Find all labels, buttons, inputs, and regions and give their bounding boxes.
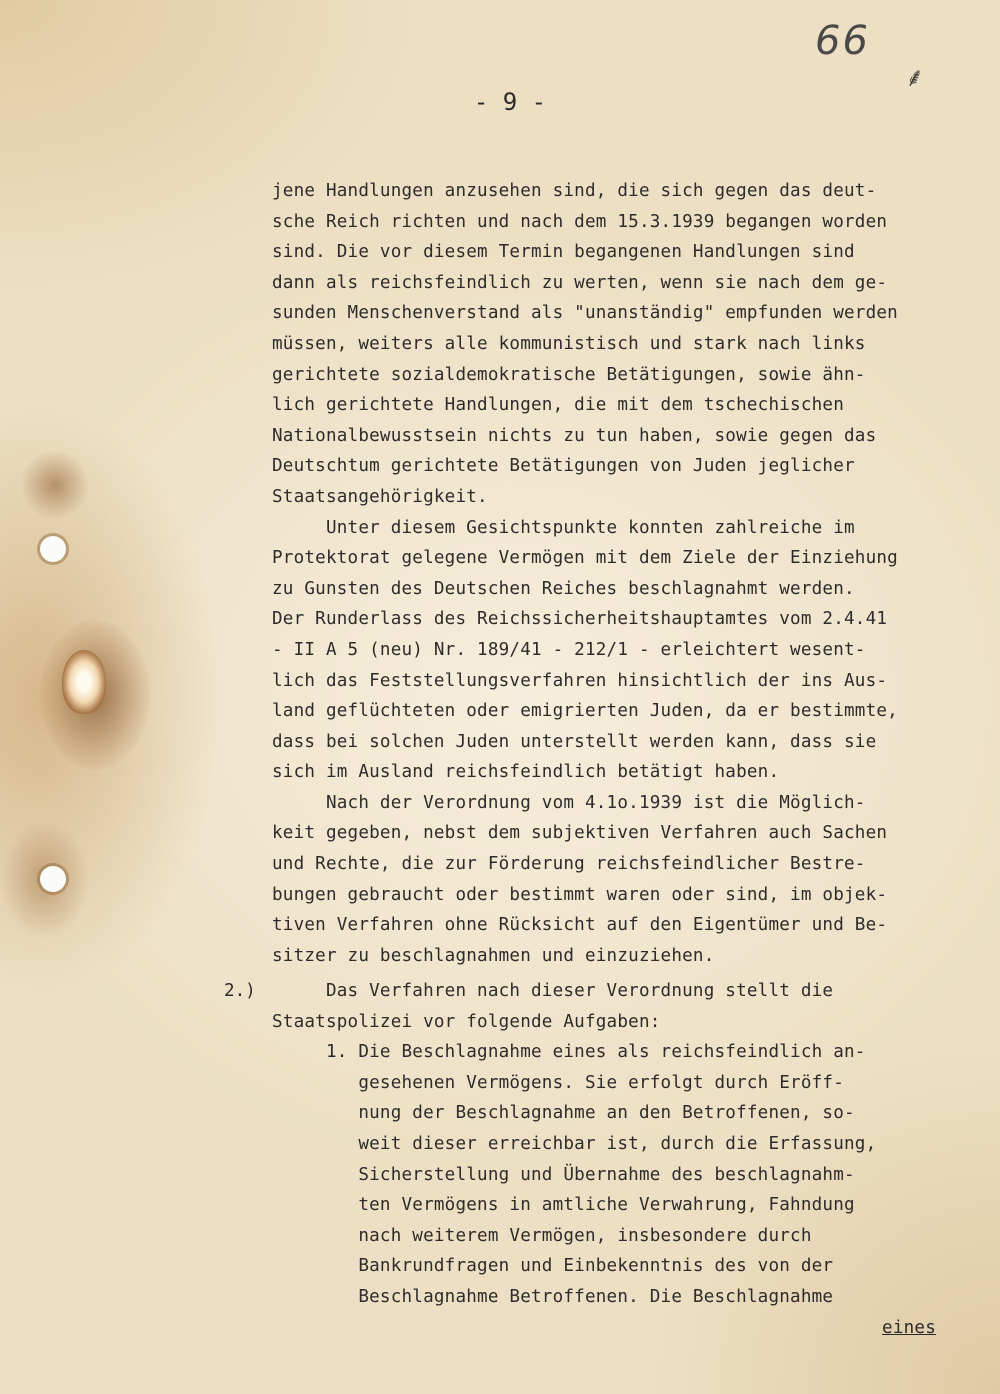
text-line: dann als reichsfeindlich zu werten, wenn sie nach dem ge-: [272, 272, 888, 293]
handwritten-mark: ⸙: [905, 63, 925, 93]
handwritten-folio-number: 66: [815, 18, 870, 64]
text-line: sche Reich richten und nach dem 15.3.1939 begangen worden: [272, 211, 888, 232]
text-line: lich gerichtete Handlungen, die mit dem tschechischen: [272, 395, 844, 416]
text-line: Sicherstellung und Übernahme des beschlagnahm-: [272, 1164, 855, 1185]
text-line: zu Gunsten des Deutschen Reiches beschlagnahmt werden.: [272, 578, 855, 599]
text-line: lich das Feststellungsverfahren hinsichtlich der ins Aus-: [272, 670, 888, 691]
body-text: [272, 176, 992, 971]
burn-hole: [62, 650, 106, 714]
rust-stain: [20, 450, 90, 520]
text-line: sind. Die vor diesem Termin begangenen Handlungen sind: [272, 242, 855, 263]
text-line: Protektorat gelegene Vermögen mit dem Ziele der Einziehung: [272, 548, 898, 569]
punch-hole: [40, 536, 66, 562]
text-line: gesehenen Vermögens. Sie erfolgt durch Eröff-: [272, 1072, 844, 1093]
text-line: jene Handlungen anzusehen sind, die sich gegen das deut-: [272, 181, 877, 201]
text-line: müssen, weiters alle kommunistisch und stark nach links: [272, 333, 866, 354]
text-line: bungen gebraucht oder bestimmt waren oder sind, im objek-: [272, 884, 888, 905]
section-2-text: [272, 976, 992, 1343]
text-line: Nationalbewusstsein nichts zu tun haben, sowie gegen das: [272, 425, 877, 446]
text-line: gerichtete sozialdemokratische Betätigungen, sowie ähn-: [272, 364, 866, 385]
catchword-line: [272, 1313, 992, 1344]
paragraph-2: [272, 513, 992, 788]
text-line: sitzer zu beschlagnahmen und einzuziehen.: [272, 945, 715, 966]
text-line: Staatsangehörigkeit.: [272, 486, 488, 507]
section-number: 2.): [224, 981, 256, 1001]
paragraph-1: [272, 176, 992, 513]
page-number: - 9 -: [473, 88, 547, 116]
text-line: Beschlagnahme Betroffenen. Die Beschlagnahme: [272, 1286, 834, 1307]
text-line: Unter diesem Gesichtspunkte konnten zahlreiche im: [272, 517, 855, 538]
text-line: sich im Ausland reichsfeindlich betätigt haben.: [272, 762, 780, 783]
text-line: Deutschtum gerichtete Betätigungen von Juden jeglicher: [272, 456, 855, 477]
catchword: eines: [882, 1317, 936, 1338]
text-line: Staatspolizei vor folgende Aufgaben:: [272, 1011, 661, 1032]
text-line: nach weiterem Vermögen, insbesondere durch: [272, 1225, 812, 1246]
text-line: tiven Verfahren ohne Rücksicht auf den Eigentümer und Be-: [272, 915, 888, 936]
text-line: Bankrundfragen und Einbekenntnis des von der: [272, 1256, 834, 1277]
text-line: land geflüchteten oder emigrierten Juden, da er bestimmte,: [272, 701, 898, 722]
punch-hole: [40, 866, 66, 892]
text-line: weit dieser erreichbar ist, durch die Erfassung,: [272, 1133, 877, 1154]
text-line: Nach der Verordnung vom 4.1o.1939 ist die Möglich-: [272, 792, 866, 813]
text-line: und Rechte, die zur Förderung reichsfeindlicher Bestre-: [272, 854, 866, 875]
text-line: Der Runderlass des Reichssicherheitshauptamtes vom 2.4.41: [272, 609, 888, 630]
text-line: dass bei solchen Juden unterstellt werden kann, dass sie: [272, 731, 877, 752]
section-2-intro: [272, 976, 992, 1037]
section-2-item-1: [272, 1037, 992, 1312]
text-line: ten Vermögens in amtliche Verwahrung, Fahndung: [272, 1195, 855, 1216]
text-line: 1. Die Beschlagnahme eines als reichsfeindlich an-: [272, 1042, 866, 1063]
paragraph-3: [272, 788, 992, 972]
text-line: nung der Beschlagnahme an den Betroffenen, so-: [272, 1103, 855, 1124]
text-line: keit gegeben, nebst dem subjektiven Verfahren auch Sachen: [272, 823, 888, 844]
text-line: Das Verfahren nach dieser Verordnung stellt die: [272, 981, 834, 1001]
text-line: - II A 5 (neu) Nr. 189/41 - 212/1 - erleichtert wesent-: [272, 639, 866, 660]
text-line: sunden Menschenverstand als "unanständig" empfunden werden: [272, 303, 898, 324]
